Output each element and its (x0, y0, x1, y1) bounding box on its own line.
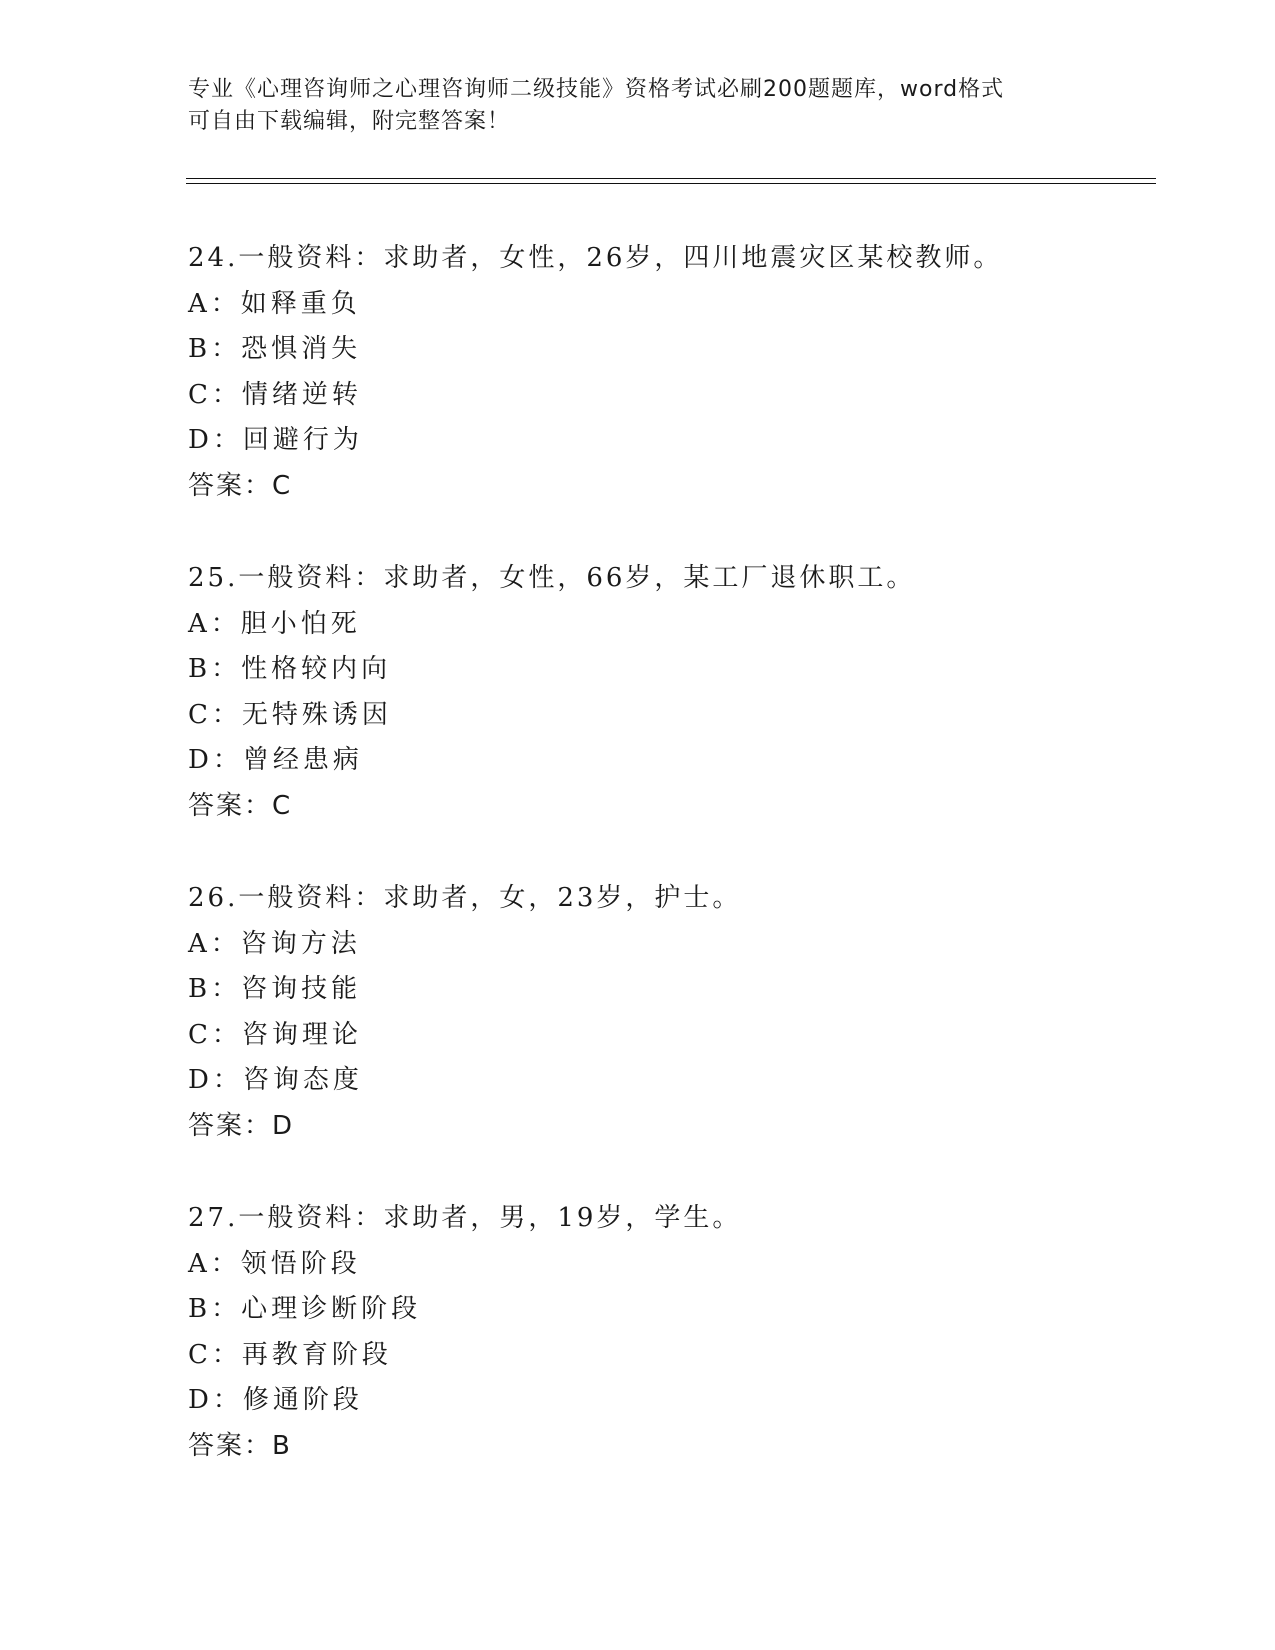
option-a: A：胆小怕死 (188, 608, 361, 639)
question-stem: 25.一般资料：求助者，女性，66岁，某工厂退休职工。 (188, 563, 916, 593)
header-divider-bottom (186, 183, 1156, 184)
option-d: D：曾经患病 (188, 745, 363, 775)
option-a: A：领悟阶段 (188, 1248, 361, 1279)
question-25 (188, 556, 1148, 876)
header-divider-top (186, 178, 1156, 179)
option-d: D：修通阶段 (188, 1385, 363, 1415)
option-b: B：咨询技能 (188, 974, 362, 1004)
option-c: C：咨询理论 (188, 1019, 362, 1050)
option-d: D：回避行为 (188, 425, 363, 455)
option-b: B：性格较内向 (188, 654, 392, 684)
option-d: D：咨询态度 (188, 1065, 363, 1095)
option-b: B：心理诊断阶段 (188, 1294, 422, 1324)
option-c: C：无特殊诱因 (188, 699, 392, 730)
question-stem: 24.一般资料：求助者，女性，26岁，四川地震灾区某校教师。 (188, 243, 1003, 273)
question-26 (188, 876, 1148, 1196)
option-b: B：恐惧消失 (188, 334, 362, 364)
answer: 答案：C (188, 470, 293, 501)
answer: 答案：C (188, 790, 293, 821)
question-stem: 26.一般资料：求助者，女，23岁，护士。 (188, 883, 742, 913)
option-c: C：情绪逆转 (188, 379, 362, 410)
question-27 (188, 1196, 1148, 1516)
question-stem: 27.一般资料：求助者，男，19岁，学生。 (188, 1203, 742, 1233)
document-header (188, 74, 1088, 138)
option-a: A：咨询方法 (188, 928, 361, 959)
answer: 答案：B (188, 1430, 292, 1461)
answer: 答案：D (188, 1110, 295, 1141)
option-a: A：如释重负 (188, 288, 361, 319)
header-line-2: 可自由下载编辑，附完整答案！ (188, 109, 511, 134)
question-list (188, 236, 1148, 1516)
question-24 (188, 236, 1148, 556)
header-line-1: 专业《心理咨询师之心理咨询师二级技能》资格考试必刷200题题库，word格式 (188, 77, 1005, 102)
option-c: C：再教育阶段 (188, 1339, 392, 1370)
